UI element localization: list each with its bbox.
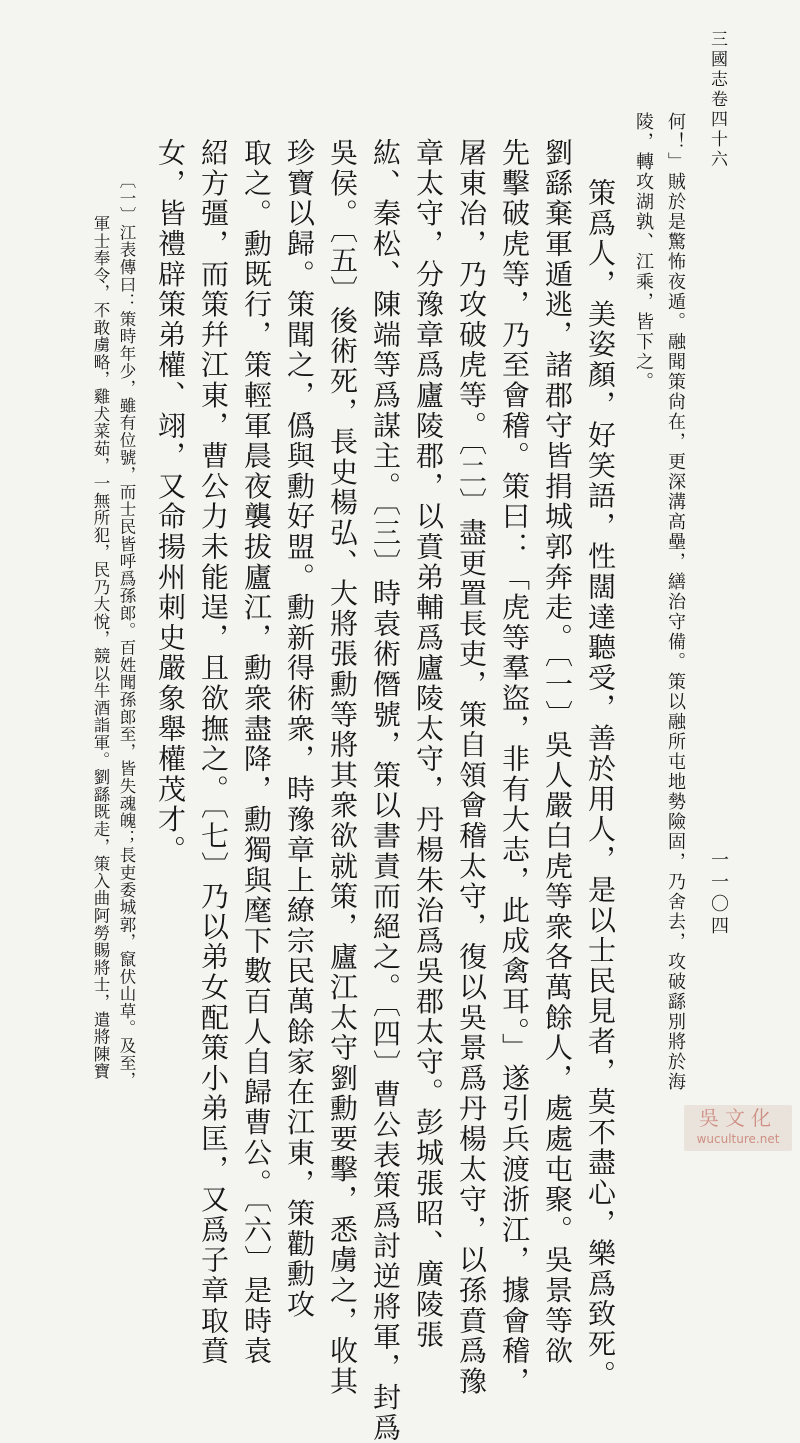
- text-column-2: 陵，轉攻湖孰、江乘，皆下之。: [633, 112, 654, 392]
- watermark-url: wuculture.net: [696, 1132, 780, 1146]
- text-column-1: 何！」賊於是驚怖夜遁。融聞策尙在，更深溝高壘，繕治守備。策以融所屯地勢險固，乃舍去，攻破繇別將於海: [665, 112, 686, 1092]
- footnote-column-1: 〔一〕江表傳曰：策時年少，雖有位號，而士民皆呼爲孫郎。百姓聞孫郎至，皆失魂魄；長吏委城郭，竄伏山草。及至，: [117, 172, 136, 1089]
- footnote-column-2: 軍士奉令，不敢虜略，雞犬菜茹，一無所犯，民乃大悅，競以牛酒詣軍。劉繇既走，策入曲阿勞賜將士，遣將陳寶: [91, 215, 110, 1080]
- text-column-5: 先擊破虎等，乃至會稽。策曰：「虎等羣盜，非有大志，此成禽耳。」遂引兵渡浙江，據會稽，: [498, 138, 531, 1397]
- text-column-7: 章太守，分豫章爲廬陵郡，以賁弟輔爲廬陵太守，丹楊朱治爲吳郡太守。彭城張昭、廣陵張: [412, 138, 445, 1350]
- site-watermark: [684, 1105, 792, 1151]
- text-column-10: 珍寶以歸。策聞之，僞與勳好盟。勳新得術衆，時豫章上繚宗民萬餘家在江東，策勸勳攻: [283, 138, 316, 1320]
- text-column-4: 劉繇棄軍遁逃，諸郡守皆捐城郭奔走。〔一〕吳人嚴白虎等衆各萬餘人，處處屯聚。吳景等欲: [541, 138, 574, 1367]
- text-column-12: 紹方彊，而策幷江東，曹公力未能逞，且欲撫之。〔七〕乃以弟女配策小弟匡，又爲子章取賁: [197, 138, 230, 1367]
- running-header: 三國志卷四十六: [707, 30, 727, 170]
- watermark-name: 吳文化: [699, 1106, 777, 1130]
- text-column-3: 策爲人，美姿顏，好笑語，性闊達聽受，善於用人，是以士民見者，莫不盡心，樂爲致死。: [584, 178, 617, 1390]
- text-column-13: 女，皆禮辟策弟權、翊，又命揚州刺史嚴象舉權茂才。: [154, 138, 187, 866]
- page-number: 一一〇四: [708, 850, 729, 938]
- text-column-8: 紘、秦松、陳端等爲謀主。〔三〕時袁術僭號，策以書責而絕之。〔四〕曹公表策爲討逆將軍，封爲: [369, 138, 402, 1443]
- text-column-6: 屠東冶，乃攻破虎等。〔二〕盡更置長吏，策自領會稽太守，復以吳景爲丹楊太守，以孫賁爲豫: [455, 138, 488, 1397]
- text-column-11: 取之。勳既行，策輕軍晨夜襲拔廬江，勳衆盡降，勳獨與麾下數百人自歸曹公。〔六〕是時袁: [240, 138, 273, 1367]
- text-column-9: 吳侯。〔五〕後術死，長史楊弘、大將張勳等將其衆欲就策，廬江太守劉勳要擊，悉虜之，收其: [326, 138, 359, 1397]
